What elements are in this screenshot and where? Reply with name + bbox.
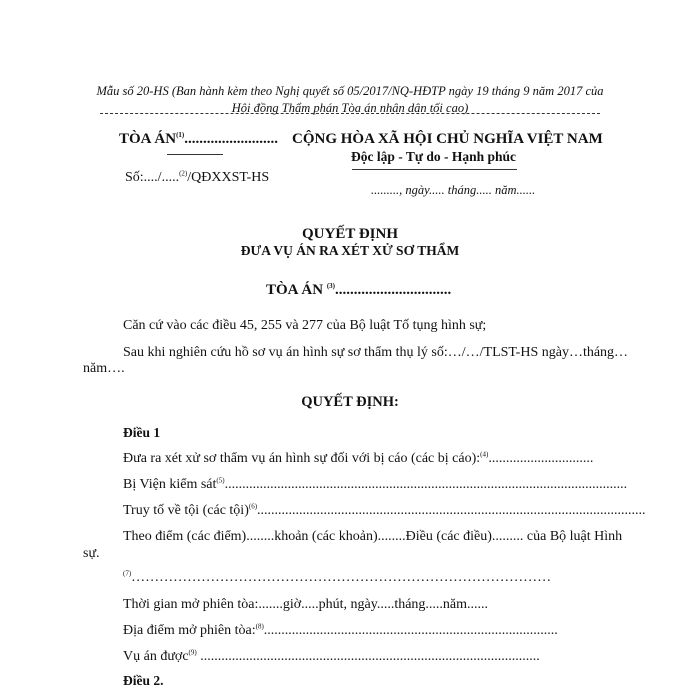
legal-basis: Căn cứ vào các điều 45, 255 và 277 của Bộ luật Tố tụng hình sự; [123,318,487,333]
decision-number: Số:..../.....$^{(2)}$/QĐXXST-HS [125,169,270,185]
date-line: ........., ngày..... tháng..... năm...... [371,183,536,197]
form-note-line2: Hội đồng Thẩm phán Tòa án nhân dân tối cao) [231,101,469,115]
decision-heading: QUYẾT ĐỊNH: [301,394,399,410]
court-underline [167,154,223,155]
nation-heading: CỘNG HÒA XÃ HỘI CHỦ NGHĨA VIỆT NAM [292,131,603,147]
hearing-location: Địa điểm mở phiên tòa:$^{(8)}$.................................................................................... [123,622,558,638]
dashed-separator [100,113,600,114]
case-study-line1: Sau khi nghiên cứu hồ sơ vụ án hình sự sơ thẩm thụ lý số:…/…/TLST-HS ngày…tháng… [123,345,629,360]
court-heading: TÒA ÁN$^{(1)}$......................... [119,131,279,147]
article-1-heading: Điều 1 [123,425,161,440]
hearing-time: Thời gian mở phiên tòa:.......giờ.....phút, ngày.....tháng.....năm...... [123,597,489,612]
document-title: QUYẾT ĐỊNH [302,226,398,242]
motto-underline [352,169,517,170]
note-7-line: $^{(7)}$……………………………………………………………………………… [123,569,552,585]
procuracy-line: Bị Viện kiểm sát$^{(5)}$................................................................................................................... [123,476,628,492]
national-motto: Độc lập - Tự do - Hạnh phúc [351,149,517,164]
charge-line: Truy tố về tội (các tội)$^{(6)}$............................................................................................................... [123,502,646,518]
case-type-line: Vụ án được$^{(9)}$ ................................................................................................. [123,648,540,664]
form-note-line1: Mẫu số 20-HS (Ban hành kèm theo Nghị quyết số 05/2017/NQ-HĐTP ngày 19 tháng 9 năm 2017 của [96,84,604,98]
legal-article-line2: sự. [83,546,100,561]
legal-article-line1: Theo điểm (các điểm)........khoản (các khoản)........Điều (các điều)......... của Bộ luật Hình [123,529,623,544]
document-subtitle: ĐƯA VỤ ÁN RA XÉT XỬ SƠ THẨM [240,243,460,258]
court-line: TÒA ÁN $^{(3)}$............................... [266,282,452,298]
article-2-heading: Điều 2. [123,673,164,688]
defendant-line: Đưa ra xét xử sơ thẩm vụ án hình sự đối với bị cáo (các bị cáo):$^{(4)}$.............................. [123,450,594,466]
case-study-line2: năm…. [83,361,125,376]
